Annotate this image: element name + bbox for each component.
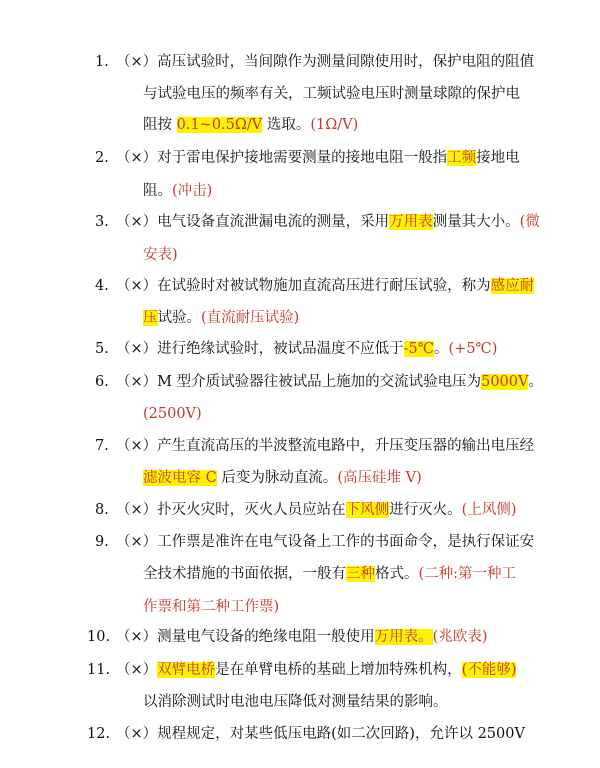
item-number: 6.: [95, 374, 109, 390]
question-text: 格式。: [375, 566, 419, 582]
question-text: 测量其大小。: [432, 214, 520, 230]
item-number: 10.: [87, 629, 111, 645]
correct-answer: 安表): [143, 247, 178, 263]
question-line: [143, 181, 212, 201]
correct-answer: (直流耐压试验): [201, 310, 300, 326]
question-text: （×）测量电气设备的绝缘电阻一般使用: [116, 629, 375, 645]
highlighted-answer: 0.1~0.5Ω/V: [176, 117, 263, 133]
question-text: 以消除测试时电池电压降低对测量结果的影响。: [143, 694, 448, 710]
correct-answer: (1Ω/V): [310, 117, 359, 133]
item-number: 3.: [95, 214, 109, 230]
correct-answer: (二种:第一种工: [418, 566, 517, 582]
highlighted-answer: 万用表。: [374, 629, 433, 645]
correct-answer: (高压硅堆 V): [337, 470, 422, 486]
correct-answer: (2500V): [143, 406, 202, 422]
question-text: 与试验电压的频率有关，工频试验电压时测量球隙的保护电: [143, 86, 520, 102]
question-line: [143, 308, 299, 328]
question-text: （×）M 型介质试验器往被试品上施加的交流试验电压为: [116, 374, 482, 390]
question-text: 全技术措施的书面依据，一般有: [143, 566, 346, 582]
highlighted-answer: 压: [143, 310, 158, 326]
question-line: [116, 212, 540, 232]
question-line: [116, 276, 534, 296]
question-text: （×）扑灭火灾时，灭火人员应站在: [116, 502, 346, 518]
item-number: 8.: [95, 502, 109, 518]
correct-answer: (冲击): [172, 183, 213, 199]
question-text: （×）规程规定，对某些低压电路(如二次回路)，允许以 2500V: [116, 726, 525, 742]
question-line: [116, 500, 516, 520]
question-line: [143, 84, 520, 104]
question-text: （×）产生直流高压的半波整流电路中，升压变压器的输出电压经: [116, 438, 535, 454]
question-line: [143, 597, 279, 617]
question-line: [143, 468, 422, 488]
item-number: 11.: [87, 662, 111, 678]
item-number: 4.: [95, 278, 109, 294]
question-line: [143, 245, 178, 265]
question-text: 试验。: [157, 310, 201, 326]
question-line: [116, 436, 534, 456]
question-text: 接地电: [476, 150, 520, 166]
highlighted-answer: 5000V: [481, 374, 529, 390]
correct-answer: (+5℃): [448, 341, 498, 357]
highlighted-answer: 滤波电容 C: [143, 470, 217, 486]
question-line: [116, 339, 497, 359]
question-text: （×）电气设备直流泄漏电流的测量，采用: [116, 214, 390, 230]
question-text: 后变为脉动直流。: [216, 470, 338, 486]
item-number: 12.: [87, 726, 111, 742]
question-text: 是在单臂电桥的基础上增加特殊机构，: [215, 662, 462, 678]
item-number: 1.: [95, 54, 109, 70]
question-line: [143, 404, 202, 424]
highlighted-answer: 万用表: [389, 214, 433, 230]
question-line: [116, 532, 534, 552]
question-text: 选取。: [262, 117, 311, 133]
highlighted-answer: 双臂电桥: [157, 662, 216, 678]
correct-answer: (微: [519, 214, 540, 230]
question-line: [116, 627, 487, 647]
highlighted-answer: (不能够): [461, 662, 517, 678]
question-text: （×）在试验时对被试物施加直流高压进行耐压试验，称为: [116, 278, 491, 294]
correct-answer: (上风侧): [461, 502, 517, 518]
item-number: 7.: [95, 438, 109, 454]
correct-answer: 作票和第二种工作票): [143, 599, 280, 615]
question-line: [116, 148, 520, 168]
question-line: [116, 660, 516, 680]
question-text: 。: [528, 374, 543, 390]
question-text: （×）进行绝缘试验时，被试品温度不应低于: [116, 341, 404, 357]
question-text: （×）工作票是准许在电气设备上工作的书面命令，是执行保证安: [116, 534, 535, 550]
highlighted-answer: 下风侧: [345, 502, 390, 518]
question-line: [143, 564, 516, 584]
question-text: （×）: [116, 662, 158, 678]
question-line: [116, 372, 543, 392]
item-number: 5.: [95, 341, 109, 357]
question-line: [143, 115, 358, 135]
question-line: [143, 692, 448, 712]
question-text: 阻按: [143, 117, 177, 133]
item-number: 2.: [95, 150, 109, 166]
highlighted-answer: -5℃: [403, 341, 435, 357]
highlighted-answer: 感应耐: [490, 278, 535, 294]
highlighted-answer: 三种: [346, 566, 375, 582]
question-line: [116, 724, 525, 744]
question-text: 进行灭火。: [389, 502, 462, 518]
item-number: 9.: [95, 534, 109, 550]
highlighted-answer: 工频: [447, 150, 477, 166]
question-text: （×）高压试验时，当间隙作为测量间隙使用时，保护电阻的阻值: [116, 54, 535, 70]
question-text: 阻。: [143, 183, 172, 199]
question-line: [116, 52, 534, 72]
question-text: 。: [434, 341, 449, 357]
correct-answer: (兆欧表): [432, 629, 488, 645]
question-text: （×）对于雷电保护接地需要测量的接地电阻一般指: [116, 150, 448, 166]
